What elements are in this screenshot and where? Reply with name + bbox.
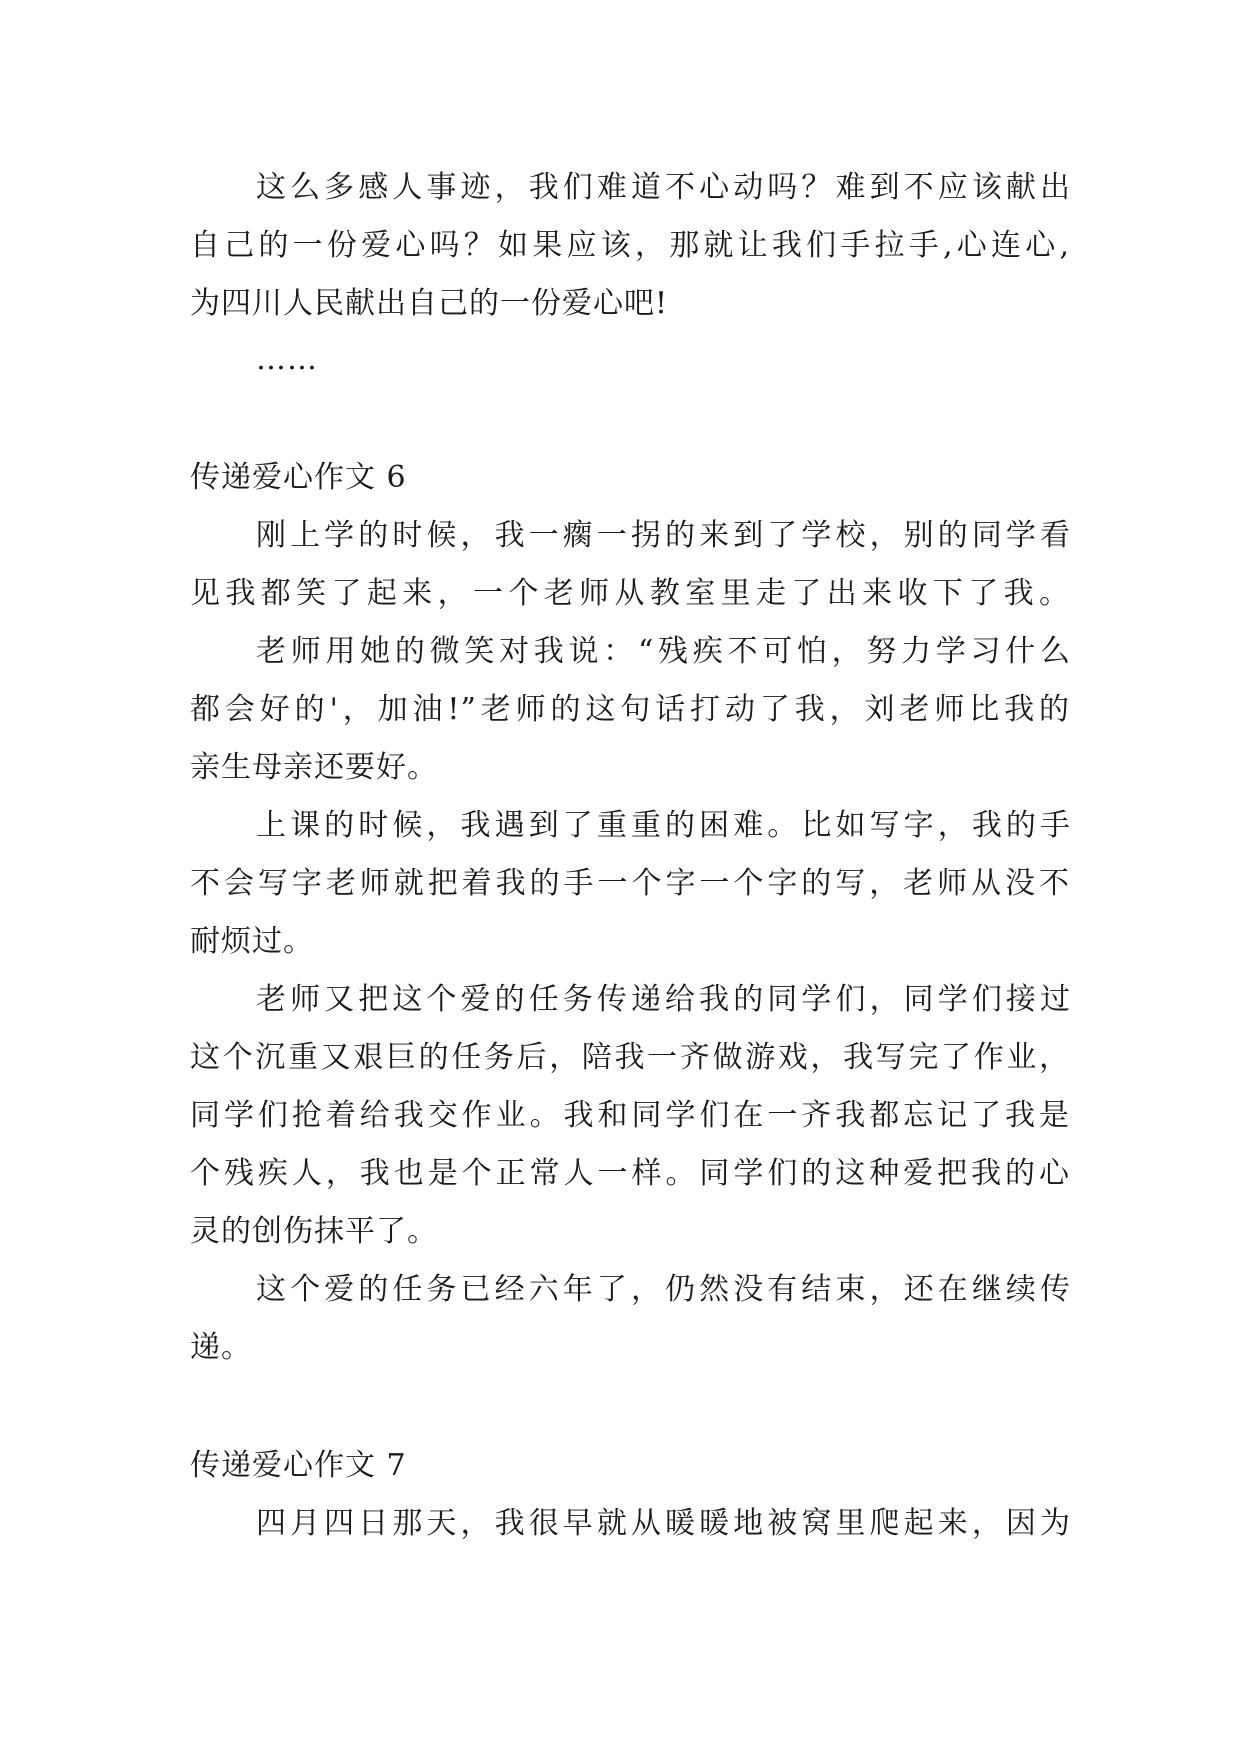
paragraph-line: 同学们抢着给我交作业。我和同学们在一齐我都忘记了我是 (190, 1098, 1070, 1133)
paragraph-line: 递。 (190, 1330, 252, 1365)
paragraph-line: 这个爱的任务已经六年了，仍然没有结束，还在继续传 (256, 1272, 1071, 1307)
paragraph-line: 亲生母亲还要好。 (190, 750, 438, 785)
paragraph-line: 都会好的'，加油!”老师的这句话打动了我，刘老师比我的 (190, 692, 1070, 727)
paragraph-line: 个残疾人，我也是个正常人一样。同学们的这种爱把我的心 (190, 1156, 1070, 1191)
ellipsis: …… (256, 342, 318, 377)
paragraph-line: 这么多感人事迹，我们难道不心动吗？难到不应该献出 (256, 170, 1071, 205)
paragraph-line: 为四川人民献出自己的一份爱心吧! (190, 286, 669, 321)
paragraph-line: 不会写字老师就把着我的手一个字一个字的写，老师从没不 (190, 866, 1070, 901)
paragraph-line: 见我都笑了起来，一个老师从教室里走了出来收下了我。 (190, 576, 1070, 611)
paragraph-line: 老师又把这个爱的任务传递给我的同学们，同学们接过 (256, 982, 1071, 1017)
essay-title: 传递爱心作文 6 (190, 460, 407, 495)
paragraph-line: 上课的时候，我遇到了重重的困难。比如写字，我的手 (256, 808, 1071, 843)
essay-title: 传递爱心作文 7 (190, 1448, 407, 1483)
paragraph-line: 灵的创伤抹平了。 (190, 1214, 438, 1249)
paragraph-line: 耐烦过。 (190, 924, 314, 959)
paragraph-line: 四月四日那天，我很早就从暖暖地被窝里爬起来，因为 (256, 1506, 1071, 1541)
paragraph-line: 刚上学的时候，我一瘸一拐的来到了学校，别的同学看 (256, 518, 1071, 553)
paragraph-line: 老师用她的微笑对我说：“残疾不可怕，努力学习什么 (256, 634, 1071, 669)
paragraph-line: 这个沉重又艰巨的任务后，陪我一齐做游戏，我写完了作业， (190, 1040, 1070, 1075)
paragraph-line: 自己的一份爱心吗？如果应该，那就让我们手拉手,心连心, (190, 228, 1070, 263)
